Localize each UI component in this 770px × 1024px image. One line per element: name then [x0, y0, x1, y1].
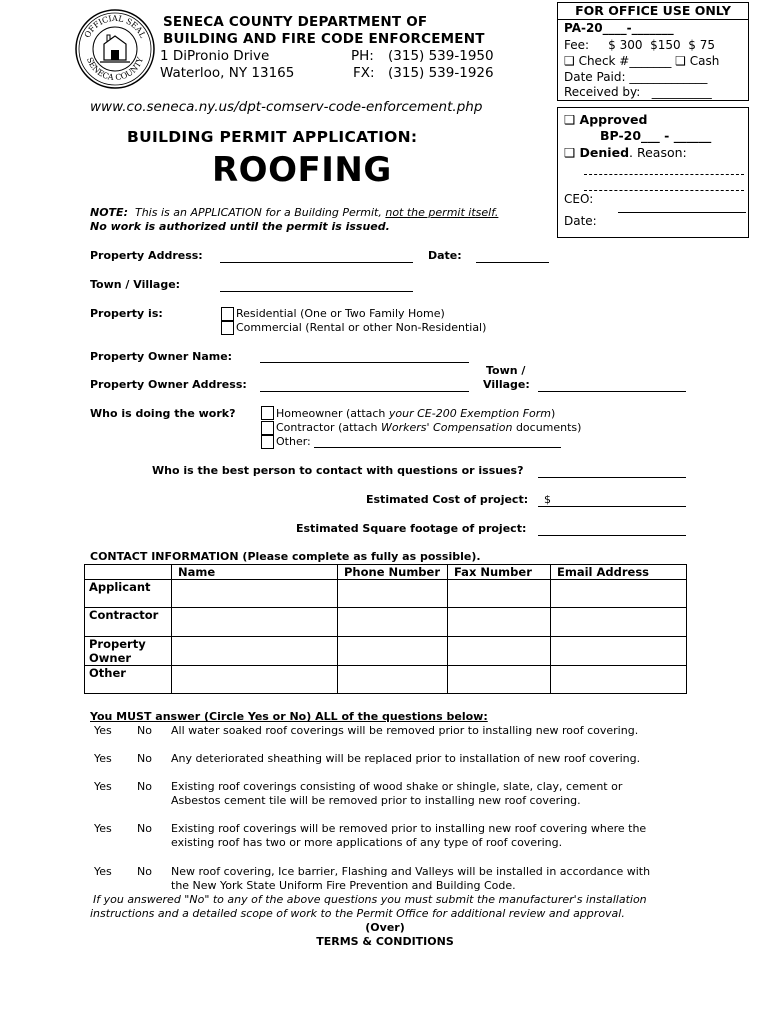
owner-town-label-2: Village:: [483, 378, 530, 391]
applicant-name-cell[interactable]: [172, 580, 338, 608]
col-header-fax: Fax Number: [448, 565, 551, 580]
fax-label: FX:: [353, 65, 375, 81]
pa-number: PA-20____-_______: [564, 21, 674, 35]
other-email-cell[interactable]: [551, 666, 687, 694]
q2-yes[interactable]: Yes: [94, 752, 112, 765]
phone-label: PH:: [351, 48, 374, 64]
contractor-email-cell[interactable]: [551, 608, 687, 637]
owner-name-cell[interactable]: [172, 637, 338, 666]
applicant-fax-cell[interactable]: [448, 580, 551, 608]
denied-label: ❑ Denied: [564, 145, 630, 160]
col-header-blank: [85, 565, 172, 580]
q1-no[interactable]: No: [137, 724, 152, 737]
city-address: Waterloo, NY 13165: [160, 65, 295, 81]
contractor-text: Contractor (attach: [276, 421, 378, 434]
question-2: Any deteriorated sheathing will be replaced prior to installation of new roof covering.: [171, 752, 641, 765]
est-sqft-label: Estimated Square footage of project:: [296, 522, 527, 535]
note-text: This is an APPLICATION for a Building Permit,: [134, 206, 382, 219]
other-name-cell[interactable]: [172, 666, 338, 694]
bp-number: BP-20___ - ______: [600, 128, 712, 143]
question-4-line1: Existing roof coverings will be removed prior to installing new roof covering where the: [171, 822, 647, 835]
contractor-name-cell[interactable]: [172, 608, 338, 637]
contractor-doc-name: Workers' Compensation: [381, 421, 513, 434]
homeowner-checkbox[interactable]: [261, 406, 274, 420]
approved-option: ❑ Approved: [564, 112, 648, 127]
terms-heading: TERMS & CONDITIONS: [316, 935, 454, 948]
residential-label: Residential (One or Two Family Home): [236, 307, 445, 320]
contractor-close: documents): [515, 421, 582, 434]
date-paid: Date Paid: _____________: [564, 70, 708, 84]
best-contact-field[interactable]: [538, 477, 686, 478]
homeowner-label: [276, 407, 555, 420]
office-use-box: [557, 2, 749, 101]
row-label-other: Other: [85, 666, 172, 694]
residential-checkbox[interactable]: [221, 307, 234, 321]
homeowner-form-name: your CE-200 Exemption Form: [388, 407, 552, 420]
question-5-line2: the New York State Uniform Fire Prevention and Building Code.: [171, 879, 516, 892]
fax-number: (315) 539-1926: [388, 65, 494, 81]
table-header-row: [85, 565, 687, 580]
col-header-name: Name: [172, 565, 338, 580]
q3-no[interactable]: No: [137, 780, 152, 793]
contractor-checkbox[interactable]: [261, 421, 274, 435]
owner-name-field[interactable]: [260, 362, 469, 363]
approval-date-label: Date:: [564, 214, 597, 228]
table-row: [85, 637, 687, 666]
q4-yes[interactable]: Yes: [94, 822, 112, 835]
reason-line-2[interactable]: [584, 190, 744, 191]
q4-no[interactable]: No: [137, 822, 152, 835]
est-sqft-field[interactable]: [538, 535, 686, 536]
best-contact-label: Who is the best person to contact with questions or issues?: [152, 464, 524, 477]
contact-heading: CONTACT INFORMATION (Please complete as fully as possible).: [90, 550, 481, 563]
property-address-label: Property Address:: [90, 249, 203, 262]
contact-table: [84, 564, 687, 694]
commercial-label: Commercial (Rental or other Non-Residential): [236, 321, 487, 334]
property-is-label: Property is:: [90, 307, 163, 320]
q2-no[interactable]: No: [137, 752, 152, 765]
owner-email-cell[interactable]: [551, 637, 687, 666]
question-3-line2: Asbestos cement tile will be removed prior to installing new roof covering.: [171, 794, 581, 807]
owner-fax-cell[interactable]: [448, 637, 551, 666]
questions-heading: You MUST answer (Circle Yes or No) ALL of the questions below:: [90, 710, 488, 723]
website-link[interactable]: www.co.seneca.ny.us/dpt-comserv-code-enforcement.php: [90, 99, 483, 115]
row-label-contractor: Contractor: [85, 608, 172, 637]
owner-phone-cell[interactable]: [338, 637, 448, 666]
office-use-title: FOR OFFICE USE ONLY: [558, 3, 748, 20]
date-label: Date:: [428, 249, 462, 262]
fee-options: Fee: $ 300 $150 $ 75: [564, 38, 715, 52]
other-label: Other:: [276, 435, 311, 448]
question-3-line1: Existing roof coverings consisting of wood shake or shingle, slate, clay, cement or: [171, 780, 623, 793]
owner-town-field[interactable]: [538, 391, 686, 392]
form-title: BUILDING PERMIT APPLICATION:: [127, 128, 418, 146]
ceo-label: CEO:: [564, 192, 594, 206]
est-cost-field[interactable]: [538, 506, 686, 507]
denied-reason-label: . Reason:: [629, 145, 687, 160]
homeowner-close: ): [551, 407, 556, 420]
note-underlined: not the permit itself.: [385, 206, 499, 219]
owner-address-field[interactable]: [260, 391, 469, 392]
town-village-label: Town / Village:: [90, 278, 181, 291]
other-field[interactable]: [314, 447, 561, 448]
homeowner-text: Homeowner (attach: [276, 407, 386, 420]
question-1: All water soaked roof coverings will be removed prior to installing new roof covering.: [171, 724, 639, 737]
note-line2: No work is authorized until the permit is issued.: [90, 220, 390, 233]
other-fax-cell[interactable]: [448, 666, 551, 694]
row-label-owner: Property Owner: [85, 637, 172, 666]
contractor-fax-cell[interactable]: [448, 608, 551, 637]
form-subtitle: ROOFING: [212, 150, 392, 190]
col-header-phone: Phone Number: [338, 565, 448, 580]
seal-bottom-text: SENECA COUNTY: [85, 56, 145, 83]
note-label: NOTE:: [90, 206, 128, 219]
table-row: [85, 666, 687, 694]
received-by: Received by: __________: [564, 85, 712, 99]
q3-yes[interactable]: Yes: [94, 780, 112, 793]
row-label-applicant: Applicant: [85, 580, 172, 608]
dollar-sign: $: [544, 493, 551, 506]
owner-town-label-1: Town /: [486, 364, 526, 377]
commercial-checkbox[interactable]: [221, 321, 234, 335]
est-cost-label: Estimated Cost of project:: [366, 493, 529, 506]
question-4-line2: existing roof has two or more applications of any type of roof covering.: [171, 836, 563, 849]
phone-number: (315) 539-1950: [388, 48, 494, 64]
footnote-line2: instructions and a detailed scope of work to the Permit Office for additional review and approval.: [90, 907, 625, 920]
denied-option: [564, 145, 687, 160]
applicant-email-cell[interactable]: [551, 580, 687, 608]
footnote-line1: If you answered "No" to any of the above questions you must submit the manufacturer's installation: [93, 893, 647, 906]
col-header-email: Email Address: [551, 565, 687, 580]
applicant-phone-cell[interactable]: [338, 580, 448, 608]
street-address: 1 DiPronio Drive: [160, 48, 270, 64]
q1-yes[interactable]: Yes: [94, 724, 112, 737]
property-address-field[interactable]: [220, 262, 413, 263]
table-row: [85, 608, 687, 637]
other-phone-cell[interactable]: [338, 666, 448, 694]
who-work-label: Who is doing the work?: [90, 407, 236, 420]
ceo-line[interactable]: [618, 212, 746, 213]
contractor-label: [276, 421, 581, 434]
note: [90, 206, 498, 219]
q5-yes[interactable]: Yes: [94, 865, 112, 878]
other-checkbox[interactable]: [261, 435, 274, 449]
question-5-line1: New roof covering, Ice barrier, Flashing and Valleys will be installed in accordance with: [171, 865, 651, 878]
date-field[interactable]: [476, 262, 549, 263]
seal-top-text: OFFICIAL SEAL: [82, 13, 148, 40]
table-row: [85, 580, 687, 608]
town-village-field[interactable]: [220, 291, 413, 292]
dept-name-line2: BUILDING AND FIRE CODE ENFORCEMENT: [163, 31, 485, 47]
approval-box: [557, 107, 749, 238]
dept-name-line1: SENECA COUNTY DEPARTMENT OF: [163, 14, 428, 30]
owner-address-label: Property Owner Address:: [90, 378, 247, 391]
owner-name-label: Property Owner Name:: [90, 350, 233, 363]
q5-no[interactable]: No: [137, 865, 152, 878]
over-label: (Over): [365, 921, 405, 934]
county-seal: [74, 8, 156, 90]
payment-method: ❑ Check #_______ ❑ Cash: [564, 54, 720, 68]
contractor-phone-cell[interactable]: [338, 608, 448, 637]
reason-line-1[interactable]: [584, 174, 744, 175]
